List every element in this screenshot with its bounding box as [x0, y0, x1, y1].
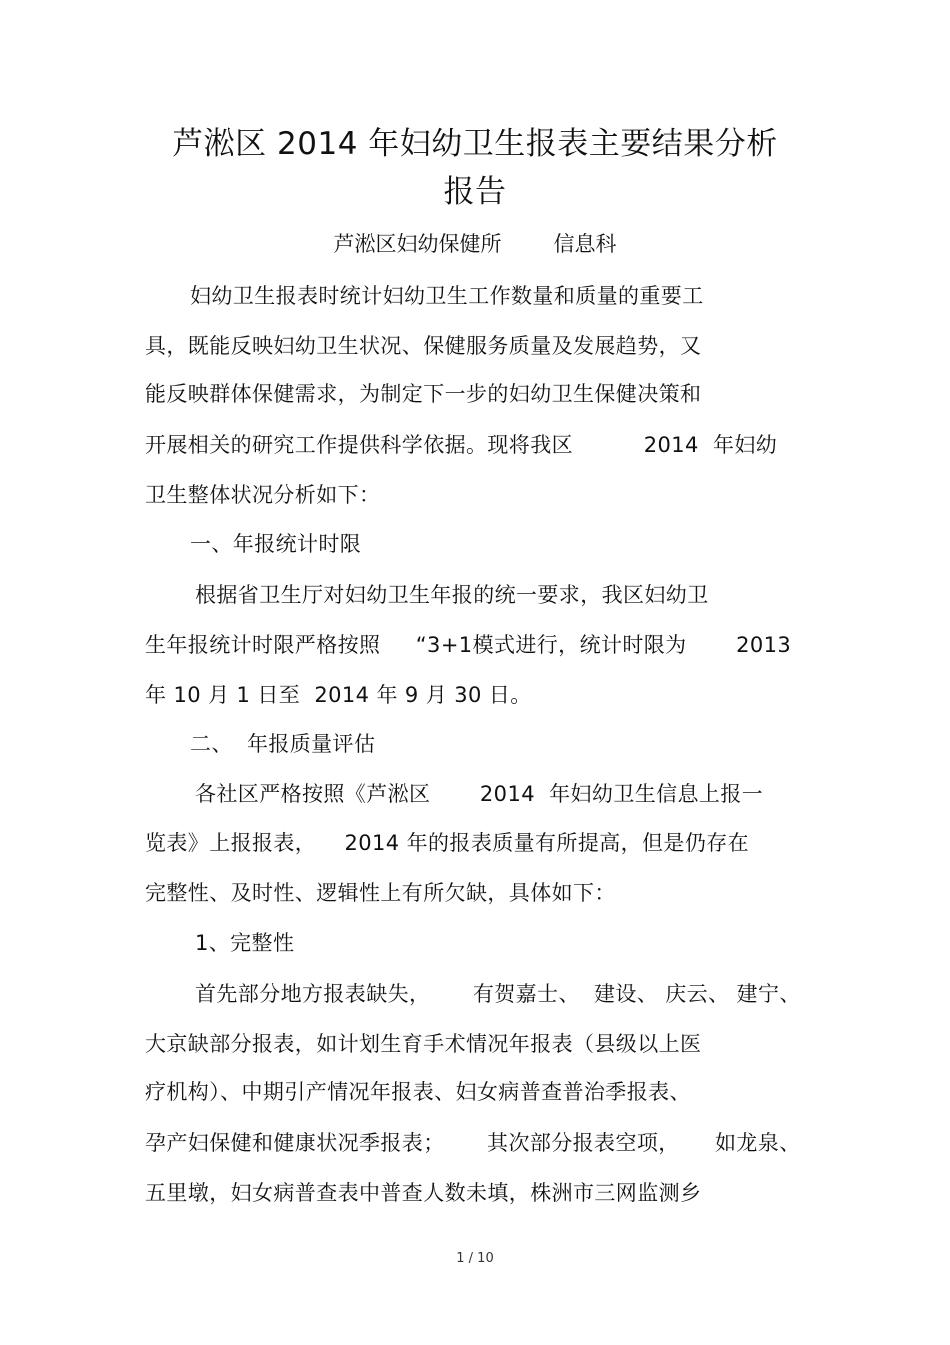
author-byline — [0, 229, 950, 259]
body-line: 能反映群体保健需求，为制定下一步的妇幼卫生保健决策和 — [145, 382, 702, 406]
body-line: 年 10 月 1 日至 2014 年 9 月 30 日。 — [145, 683, 532, 707]
body-line: 卫生整体状况分析如下： — [145, 483, 381, 507]
section-heading: 一、年报统计时限 — [190, 532, 362, 556]
section-heading: 二、 年报质量评估 — [190, 732, 376, 756]
author-department: 信息科 — [553, 232, 617, 256]
body-line: 开展相关的研究工作提供科学依据。现将我区 2014 年妇幼 — [145, 433, 778, 457]
document-title-line-1: 芦淞区 2014 年妇幼卫生报表主要结果分析 — [172, 126, 778, 162]
body-line: 根据省卫生厅对妇幼卫生年报的统一要求，我区妇幼卫 — [195, 583, 709, 607]
body-line: 具，既能反映妇幼卫生状况、保健服务质量及发展趋势，又 — [145, 334, 702, 358]
body-line: 首先部分地方报表缺失， 有贺嘉士、 建设、 庆云、 建宁、 — [195, 982, 801, 1006]
body-line: 五里墩，妇女病普查表中普查人数未填，株洲市三网监测乡 — [145, 1181, 702, 1205]
body-line: 大京缺部分报表，如计划生育手术情况年报表（县级以上医 — [145, 1032, 702, 1056]
page-number: 1 / 10 — [456, 1251, 494, 1266]
body-line: 疗机构）、中期引产情况年报表、妇女病普查普治季报表、 — [145, 1080, 691, 1104]
body-line: 览表》上报报表， 2014 年的报表质量有所提高，但是仍存在 — [145, 831, 750, 855]
author-organization: 芦淞区妇幼保健所 — [333, 232, 502, 256]
body-line: 妇幼卫生报表时统计妇幼卫生工作数量和质量的重要工 — [190, 284, 704, 308]
body-line: 完整性、及时性、逻辑性上有所欠缺，具体如下： — [145, 881, 616, 905]
body-line: 各社区严格按照《芦淞区 2014 年妇幼卫生信息上报一 — [195, 782, 764, 806]
body-line: 生年报统计时限严格按照 “3+1模式进行，统计时限为 2013 — [145, 633, 792, 657]
document-title-line-2: 报告 — [443, 174, 507, 210]
body-line: 孕产妇保健和健康状况季报表； 其次部分报表空项， 如龙泉、 — [145, 1131, 801, 1155]
subsection-heading: 1、完整性 — [195, 931, 295, 955]
